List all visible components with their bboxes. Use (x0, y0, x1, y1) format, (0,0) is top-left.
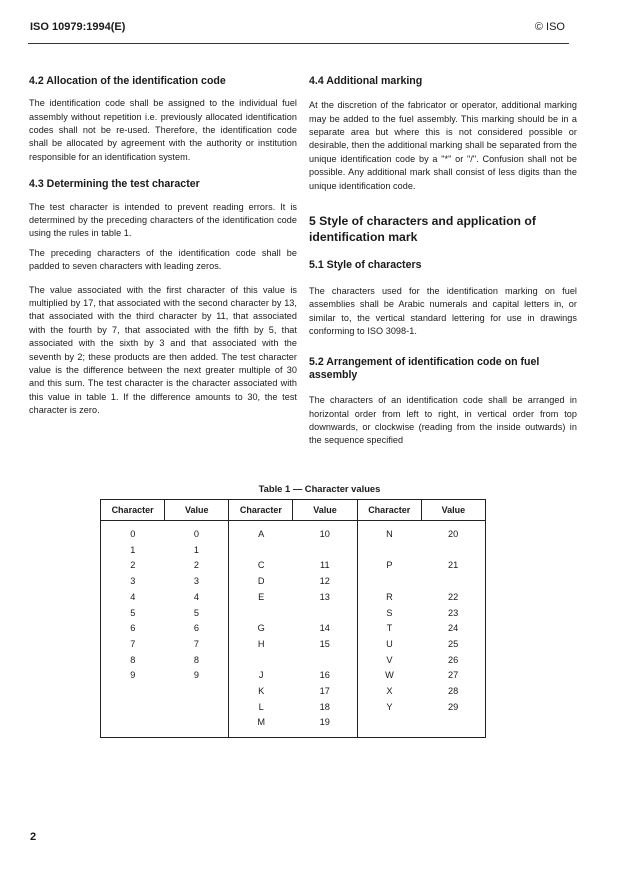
table-row (101, 558, 486, 574)
character-cell (229, 543, 293, 559)
value-cell (165, 700, 229, 716)
character-cell: 1 (101, 543, 165, 559)
value-cell: 28 (421, 684, 485, 700)
value-cell: 11 (293, 558, 357, 574)
character-cell (101, 715, 165, 737)
character-cell (101, 684, 165, 700)
character-cell: G (257, 623, 265, 634)
value-cell: 7 (165, 637, 229, 653)
character-cell: 8 (101, 653, 165, 669)
value-cell (421, 543, 485, 559)
character-cell: W (385, 670, 394, 681)
value-cell: 2 (165, 558, 229, 574)
value-cell: 24 (421, 621, 485, 637)
table-row (101, 543, 486, 559)
section-5-1-heading: 5.1 Style of characters (309, 258, 422, 271)
character-cell (229, 653, 293, 669)
character-cell: E (258, 591, 265, 602)
character-cell: 2 (101, 558, 165, 574)
table-row (101, 668, 486, 684)
left-column (29, 75, 297, 418)
character-cell: 3 (101, 574, 165, 590)
table-body (101, 521, 486, 738)
value-cell: 19 (293, 715, 357, 737)
section-5-heading: 5 Style of characters and application of identification mark (309, 214, 536, 244)
table-row (101, 637, 486, 653)
character-cell: S (386, 607, 393, 618)
value-cell: 26 (421, 653, 485, 669)
character-cell: 6 (101, 621, 165, 637)
character-cell: X (386, 686, 393, 697)
column-header: Character (229, 500, 293, 521)
table-caption: Table 1 — Character values (258, 483, 381, 494)
value-cell: 3 (165, 574, 229, 590)
table-row (101, 700, 486, 716)
section-4-4-text: At the discretion of the fabricator or operator, additional marking may be added to the fuel assembly. This marking should be in a separate area but where this is not considered possible or desirable, then the additional marking shall be separated from the unique identification code by a "*" or "/". Confusion shall not be possible. Any additional mark shall consist of less digits than the unique identification code. (309, 100, 577, 191)
value-cell: 8 (165, 653, 229, 669)
value-cell: 0 (165, 521, 229, 543)
section-5-1-text: The characters used for the identification marking on fuel assemblies shall be Arabic numerals and capital letters in, or similar to, the vertical standard lettering for use in drawings conforming to ISO 3098-1. (309, 286, 577, 337)
character-cell: 5 (101, 606, 165, 622)
value-cell (293, 543, 357, 559)
value-cell: 6 (165, 621, 229, 637)
table-row (101, 590, 486, 606)
table-row (101, 574, 486, 590)
header-divider (28, 43, 569, 44)
value-cell: 14 (293, 621, 357, 637)
character-cell: L (258, 701, 264, 712)
character-cell (357, 715, 421, 737)
copyright-mark: © ISO (534, 21, 565, 33)
table-row (101, 653, 486, 669)
value-cell (293, 606, 357, 622)
value-cell (293, 653, 357, 669)
value-cell (421, 574, 485, 590)
value-cell: 1 (165, 543, 229, 559)
table-row (101, 621, 486, 637)
value-cell: 10 (293, 521, 357, 543)
value-cell: 23 (421, 606, 485, 622)
character-cell: 9 (101, 668, 165, 684)
column-header: Value (293, 500, 357, 521)
column-header: Character (101, 500, 165, 521)
value-cell: 27 (421, 668, 485, 684)
character-cell: K (258, 686, 265, 697)
value-cell: 17 (293, 684, 357, 700)
section-4-3-paragraph-1: The test character is intended to prevent reading errors. It is determined by the preceding characters of the identification code using the rules in table 1. (29, 201, 297, 239)
character-cell: H (257, 638, 265, 649)
character-cell: P (386, 560, 393, 571)
section-4-2-text: The identification code shall be assigned to the individual fuel assembly without repetition i.e. previously allocated identification codes shall not be re-used. Therefore, the identification code shall be allocated by agreement with the authority or institution responsible for an identification system. (29, 98, 297, 162)
character-cell (357, 543, 421, 559)
value-cell: 5 (165, 606, 229, 622)
value-cell: 29 (421, 700, 485, 716)
value-cell: 16 (293, 668, 357, 684)
document-id: ISO 10979:1994(E) (30, 21, 126, 33)
character-cell: J (258, 670, 264, 681)
character-cell: U (386, 638, 393, 649)
character-cell: D (257, 576, 265, 587)
value-cell: 22 (421, 590, 485, 606)
character-cell: N (386, 529, 393, 539)
character-values-table (100, 499, 486, 738)
character-cell: Y (386, 701, 393, 712)
value-cell: 20 (421, 521, 485, 543)
section-4-3-paragraph-3: The value associated with the first character of this value is multiplied by 17, that associated with the second character by 13, that associated with the third character by 11, that associated with the fourth by 7, that associated with the fifth by 5, that associated with the sixth by 3 and that associated with the seventh by 2; these products are then added. The test character value is the difference between the next greater multiple of 30 and this sum. The test character is the character associated with this value in table 1. If the difference amounts to 30, the test character is zero. (29, 284, 297, 416)
value-cell: 9 (165, 668, 229, 684)
character-cell: 7 (101, 637, 165, 653)
column-header: Character (357, 500, 421, 521)
character-cell: R (386, 591, 393, 602)
section-4-4-heading: 4.4 Additional marking (309, 75, 423, 87)
value-cell: 12 (293, 574, 357, 590)
table-row (101, 521, 486, 543)
value-cell (165, 715, 229, 737)
table-row (101, 684, 486, 700)
character-cell: V (386, 654, 393, 665)
character-cell: 0 (101, 521, 165, 543)
table-header-row (101, 500, 486, 521)
value-cell (421, 715, 485, 737)
character-cell (357, 574, 421, 590)
column-header: Value (421, 500, 485, 521)
character-cell: T (386, 623, 393, 634)
page-number: 2 (30, 831, 37, 843)
character-cell: M (229, 715, 293, 737)
table-row (101, 606, 486, 622)
value-cell: 21 (421, 558, 485, 574)
character-cell: C (257, 560, 265, 571)
section-5-2-text: The characters of an identification code shall be arranged in horizontal order from left to right, in vertical order from top downwards, or clockwise (reading from the inside outwards) in the sequence specified (309, 395, 577, 446)
column-header: Value (165, 500, 229, 521)
character-cell: 4 (101, 590, 165, 606)
value-cell: 18 (293, 700, 357, 716)
value-cell (165, 684, 229, 700)
value-cell: 25 (421, 637, 485, 653)
character-cell (229, 606, 293, 622)
character-cell (101, 700, 165, 716)
value-cell: 15 (293, 637, 357, 653)
value-cell: 4 (165, 590, 229, 606)
section-4-3-heading: 4.3 Determining the test character (29, 178, 200, 191)
section-4-3-paragraph-2: The preceding characters of the identification code shall be padded to seven characters with leading zeros. (29, 247, 297, 272)
character-cell: A (258, 529, 265, 539)
table-row (101, 715, 486, 737)
section-5-2-heading: 5.2 Arrangement of identification code on fuel assembly (309, 355, 540, 381)
section-4-2-heading: 4.2 Allocation of the identification code (29, 75, 226, 87)
right-column (309, 75, 577, 448)
value-cell: 13 (293, 590, 357, 606)
